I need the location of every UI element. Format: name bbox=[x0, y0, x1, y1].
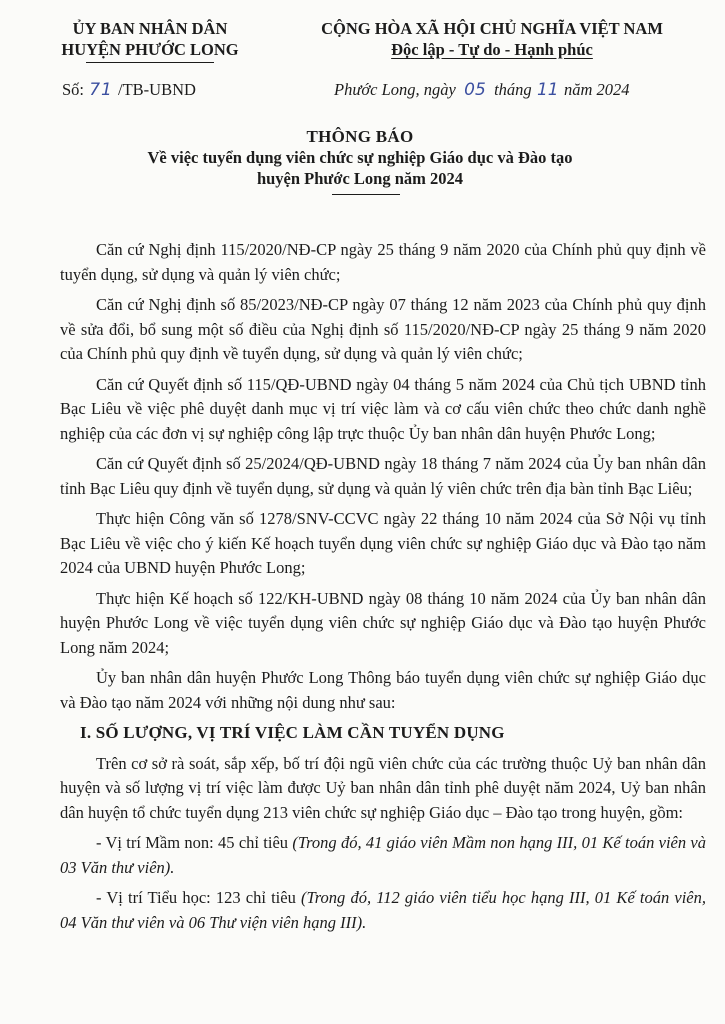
date-year: năm 2024 bbox=[563, 80, 630, 99]
doc-number-prefix: Số: bbox=[62, 80, 85, 99]
paragraph: Thực hiện Công văn số 1278/SNV-CCVC ngày 22 tháng 10 năm 2024 của Sở Nội vụ tỉnh Bạc Liêu về việc cho ý kiến Kế hoạch tuyển dụng viên chức sự nghiệp Giáo dục và Đào tạo năm 2024 của UBND huyện Phước Long; bbox=[60, 509, 706, 577]
document-body bbox=[60, 238, 707, 941]
paragraph: Ủy ban nhân dân huyện Phước Long Thông báo tuyển dụng viên chức sự nghiệp Giáo dục và Đào tạo năm 2024 với những nội dung như sau: bbox=[60, 668, 706, 712]
nation-line-1: CỘNG HÒA XÃ HỘI CHỦ NGHĨA VIỆT NAM bbox=[321, 19, 663, 38]
national-motto bbox=[272, 18, 712, 60]
title-sub-2: huyện Phước Long năm 2024 bbox=[256, 169, 464, 188]
date-place-prefix: Phước Long, ngày bbox=[334, 80, 456, 99]
document-number bbox=[62, 80, 196, 100]
item-lead: - Vị trí Mầm non: 45 chỉ tiêu bbox=[96, 833, 293, 852]
nation-line-2: Độc lập - Tự do - Hạnh phúc bbox=[391, 40, 593, 59]
section-heading: I. SỐ LƯỢNG, VỊ TRÍ VIỆC LÀM CẦN TUYỂN DỤNG bbox=[80, 723, 505, 742]
paragraph: Căn cứ Quyết định số 25/2024/QĐ-UBND ngày 18 tháng 7 năm 2024 của Ủy ban nhân dân tỉnh Bạc Liêu quy định về tuyển dụng, sử dụng và quản lý viên chức trên địa bàn tỉnh Bạc Liêu; bbox=[60, 454, 706, 498]
paragraph: Căn cứ Quyết định số 115/QĐ-UBND ngày 04 tháng 5 năm 2024 của Chủ tịch UBND tỉnh Bạc Liêu về việc phê duyệt danh mục vị trí việc làm và cơ cấu viên chức theo chức danh nghề nghiệp của các đơn vị sự nghiệp công lập trực thuộc Ủy ban nhân dân huyện Phước Long; bbox=[60, 374, 706, 443]
date-month-label: tháng bbox=[494, 80, 532, 99]
org-divider bbox=[86, 62, 214, 63]
paragraph: Căn cứ Nghị định số 85/2023/NĐ-CP ngày 07 tháng 12 năm 2023 của Chính phủ quy định về sửa đổi, bổ sung một số điều của Nghị định số 115/2020/NĐ-CP ngày 25 tháng 9 năm 2020 của Chính phủ quy định về tuyển dụng, sử dụng và quản lý viên chức; bbox=[60, 295, 706, 363]
item-detail: (Trong đó, 112 giáo viên tiểu học hạng III, 01 Kế toán viên, 04 Văn thư viên và 06 Thư viện viên hạng III). bbox=[60, 888, 707, 932]
item-lead: - Vị trí Tiểu học: 123 chỉ tiêu bbox=[96, 888, 301, 907]
org-line-1: ỦY BAN NHÂN DÂN bbox=[72, 19, 228, 38]
document-date bbox=[334, 80, 629, 100]
item-detail: (Trong đó, 41 giáo viên Mầm non hạng III, 01 Kế toán viên và 03 Văn thư viên). bbox=[60, 833, 706, 877]
date-day-handwritten: 05 bbox=[464, 80, 486, 100]
doc-number-handwritten: 71 bbox=[89, 80, 113, 100]
section-intro: Trên cơ sở rà soát, sắp xếp, bố trí đội ngũ viên chức của các trường thuộc Uỷ ban nhân dân huyện và số lượng vị trí việc làm được Uỷ ban nhân dân tỉnh phê duyệt năm 2024, Uỷ ban nhân dân huyện tổ chức tuyển dụng 213 viên chức sự nghiệp Giáo dục – Đào tạo trong huyện, gồm: bbox=[60, 753, 706, 822]
list-item bbox=[60, 831, 706, 880]
org-line-2: HUYỆN PHƯỚC LONG bbox=[61, 40, 239, 59]
title-sub-1: Về việc tuyển dụng viên chức sự nghiệp Giáo dục và Đào tạo bbox=[147, 148, 573, 167]
issuing-authority bbox=[30, 18, 270, 63]
paragraph: Căn cứ Nghị định 115/2020/NĐ-CP ngày 25 tháng 9 năm 2020 của Chính phủ quy định về tuyển dụng, sử dụng và quản lý viên chức; bbox=[60, 240, 706, 284]
date-month-handwritten: 11 bbox=[536, 80, 559, 100]
document-title bbox=[60, 126, 660, 189]
title-main: THÔNG BÁO bbox=[306, 127, 414, 146]
paragraph: Thực hiện Kế hoạch số 122/KH-UBND ngày 08 tháng 10 năm 2024 của Ủy ban nhân dân huyện Phước Long về việc tuyển dụng viên chức sự nghiệp Giáo dục và Đào tạo huyện Phước Long năm 2024; bbox=[60, 588, 706, 657]
title-divider bbox=[332, 194, 400, 195]
list-item bbox=[60, 886, 706, 935]
doc-number-suffix: /TB-UBND bbox=[118, 80, 196, 99]
